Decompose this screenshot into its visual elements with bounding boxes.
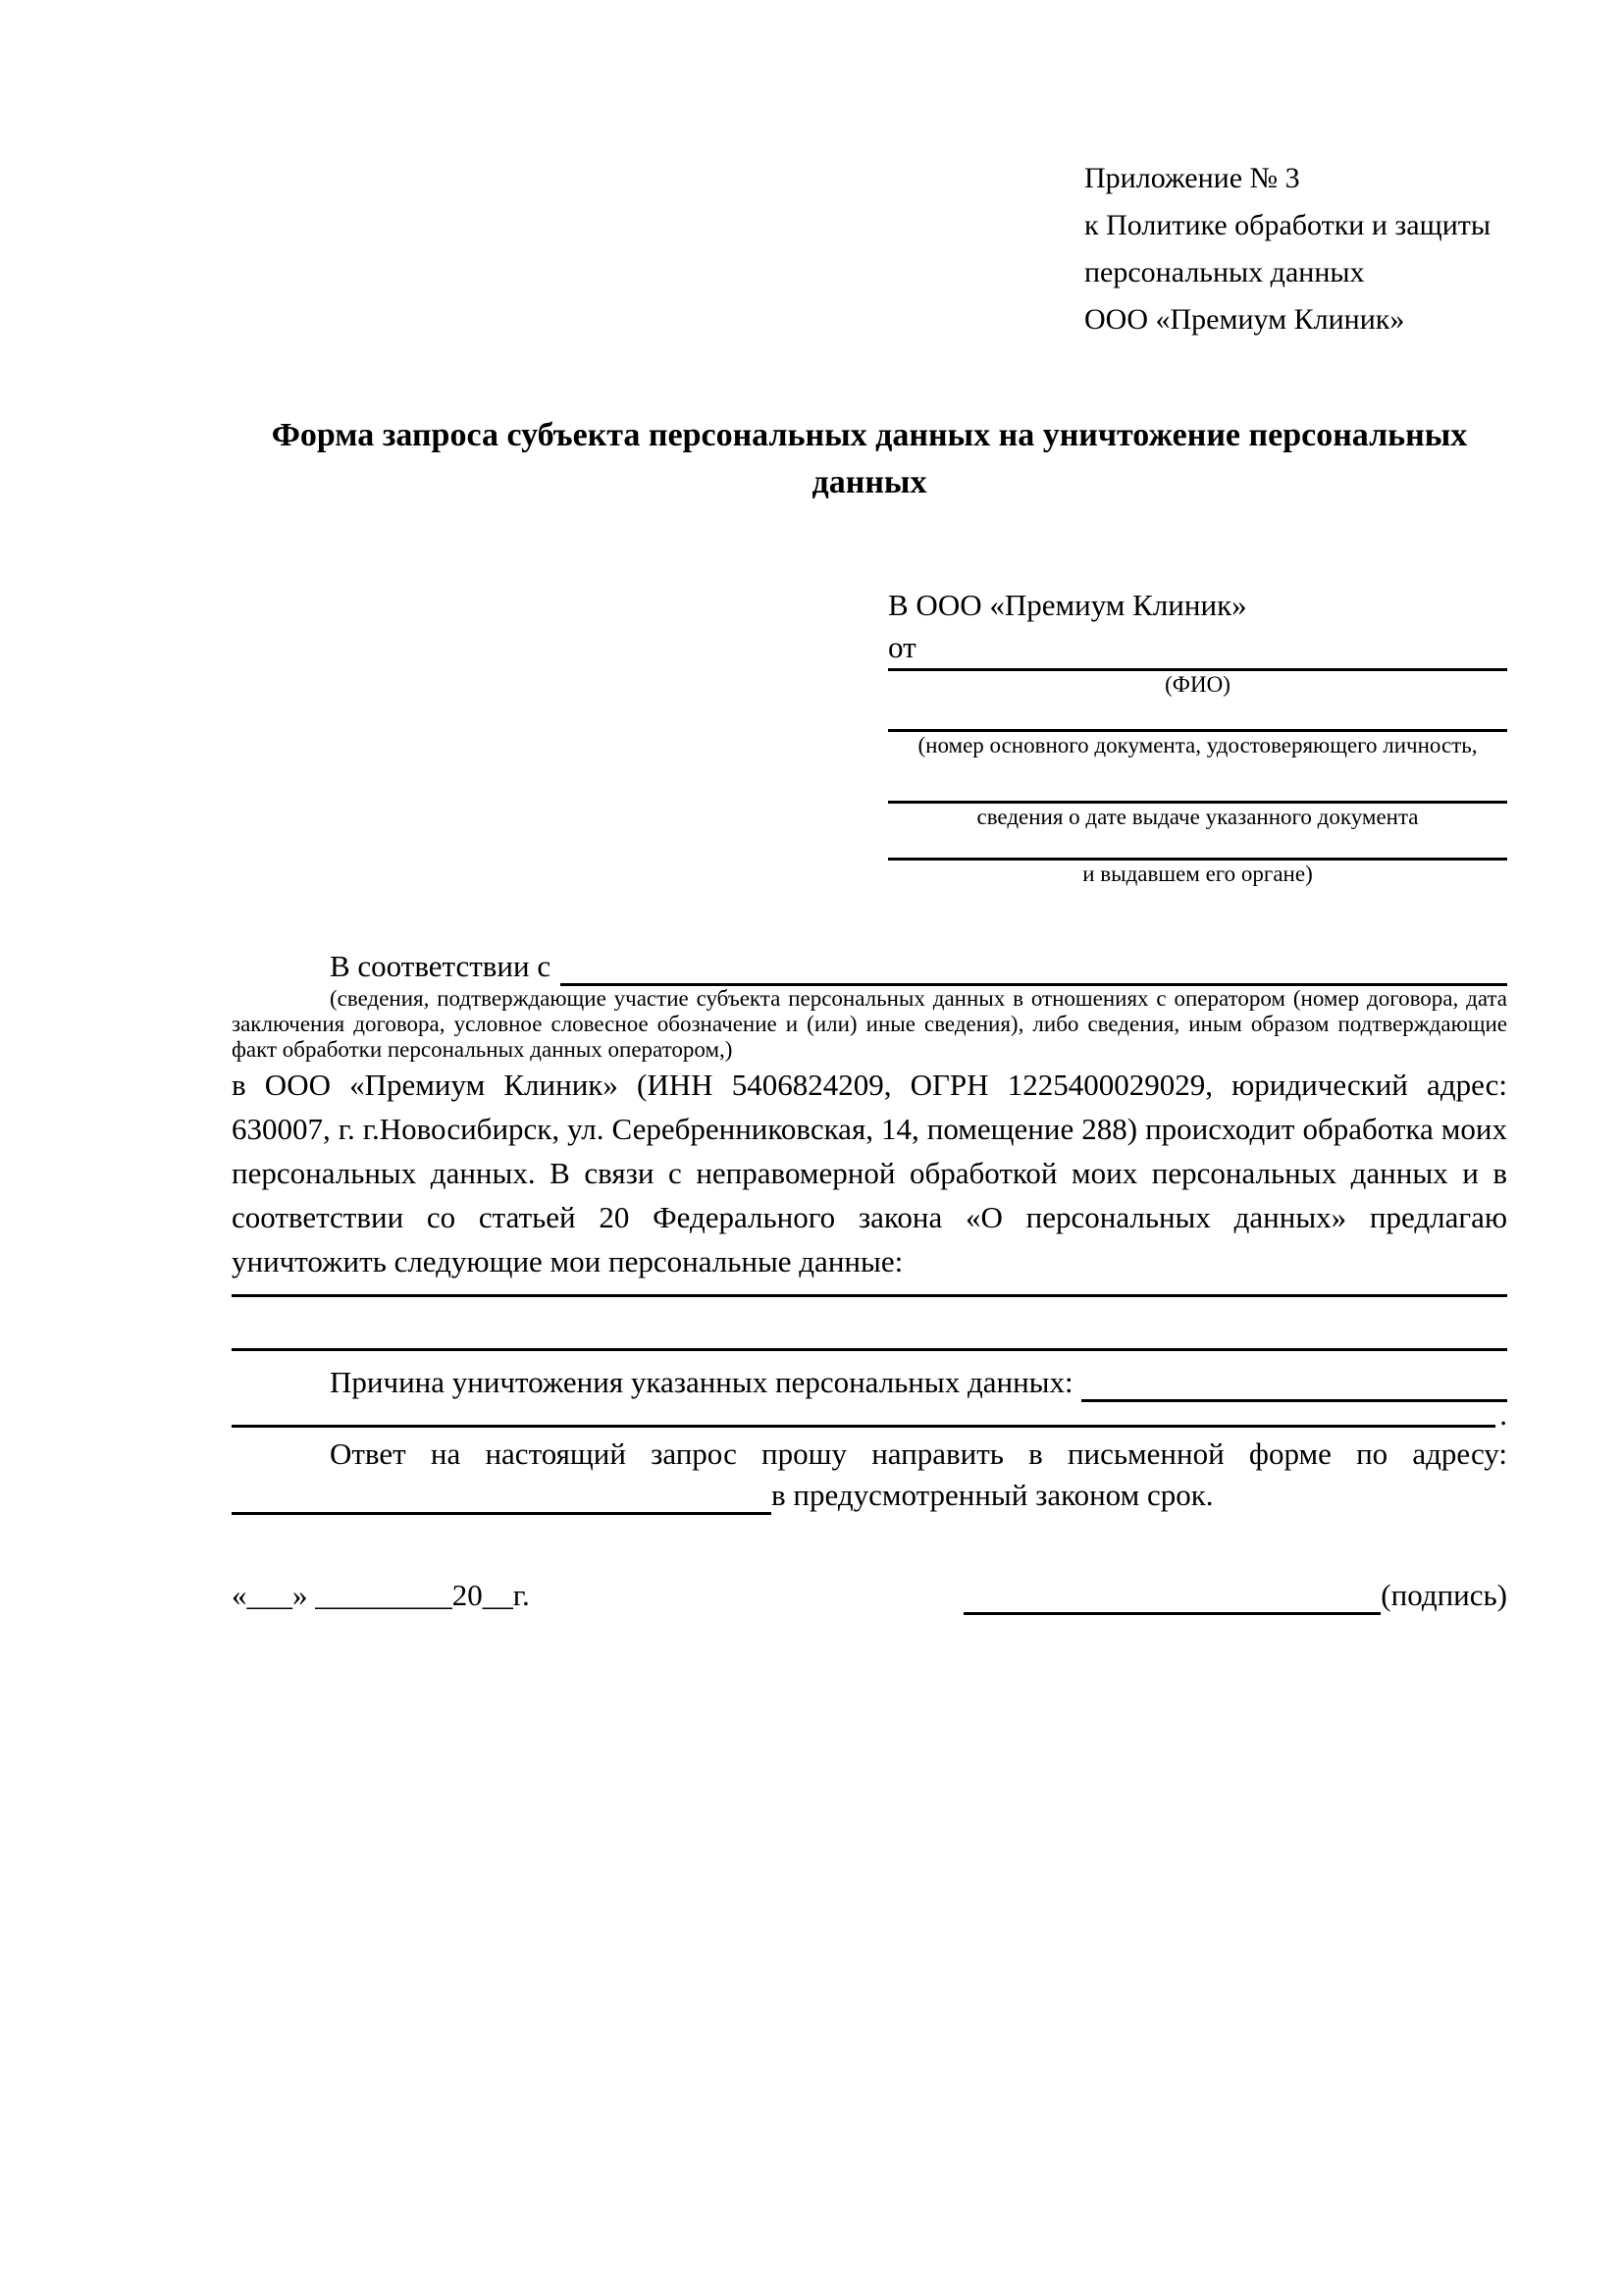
appendix-header-line: ООО «Премиум Клиник» xyxy=(1084,303,1405,336)
issuing-authority-blank-line xyxy=(888,831,1507,861)
response-paragraph: Ответ на настоящий запрос прошу направить в письменной форме по адресу: xyxy=(330,1436,1507,1471)
appendix-header-line: к Политике обработки и защиты xyxy=(1084,209,1492,241)
personal-data-blank-line-1 xyxy=(232,1283,1507,1297)
document-number-field xyxy=(888,699,1507,759)
fio-caption: (ФИО) xyxy=(1165,672,1230,697)
issuing-authority-caption: и выдавшем его органе) xyxy=(1082,861,1313,886)
addressee-organization: В ООО «Премиум Клиник» xyxy=(888,588,1247,622)
issue-date-caption: сведения о дате выдаче указанного документа xyxy=(976,805,1419,829)
page-title: Форма запроса субъекта персональных данных на уничтожение персональных данных xyxy=(271,417,1468,500)
fio-field xyxy=(888,667,1507,699)
accordance-note: (сведения, подтверждающие участие субъекта персональных данных в отношениях с оператором (номер договора, дата заключения договора, условное словесное обозначение и (или) иные сведения), либо сведения, иным образом подтверждающие факт обработки персональных данных оператором,) xyxy=(232,986,1507,1062)
signature-blank-line xyxy=(964,1582,1381,1615)
response-address-row xyxy=(232,1476,1507,1515)
document-content xyxy=(232,155,1507,1615)
document-number-blank-line xyxy=(888,699,1507,732)
issue-date-blank-line xyxy=(888,759,1507,804)
reason-overflow-blank-line xyxy=(232,1406,1495,1428)
response-suffix: в предусмотренный законом срок. xyxy=(771,1478,1214,1512)
accordance-blank-line xyxy=(560,953,1507,986)
accordance-prefix: В соответствии с xyxy=(330,949,551,983)
issuing-authority-field xyxy=(888,831,1507,888)
reason-label: Причина уничтожения указанных персональных данных: xyxy=(330,1365,1073,1399)
date-field: «___» _________20__г. xyxy=(232,1578,530,1612)
signature-caption: (подпись) xyxy=(1381,1578,1507,1612)
reason-overflow-row xyxy=(232,1397,1507,1432)
from-label: от xyxy=(888,630,916,664)
signature-group xyxy=(964,1576,1507,1615)
document-number-caption: (номер основного документа, удостоверяющего личность, xyxy=(917,733,1478,757)
personal-data-blank-line-2 xyxy=(232,1297,1507,1351)
period-char: . xyxy=(1499,1397,1507,1432)
address-blank-line xyxy=(232,1482,771,1515)
accordance-row xyxy=(232,947,1507,986)
addressee-block xyxy=(888,583,1507,888)
footer-row xyxy=(232,1576,1507,1615)
issue-date-field xyxy=(888,759,1507,831)
appendix-header xyxy=(1084,155,1507,343)
reason-blank-line xyxy=(1081,1369,1507,1402)
main-paragraph: в ООО «Премиум Клиник» (ИНН 5406824209, ОГРН 1225400029029, юридический адрес: 630007, г. г.Новосибирск, ул. Серебренниковская, 14, помещение 288) происходит обработка моих персональных данных. В связи с неправомерной обработкой моих персональных данных и в соответствии со статьей 20 Федерального закона «О персональных данных» предлагаю уничтожить следующие мои персональные данные: xyxy=(232,1068,1507,1278)
appendix-header-line: персональных данных xyxy=(1084,256,1365,288)
reason-row xyxy=(232,1363,1507,1402)
appendix-header-line: Приложение № 3 xyxy=(1084,162,1300,194)
